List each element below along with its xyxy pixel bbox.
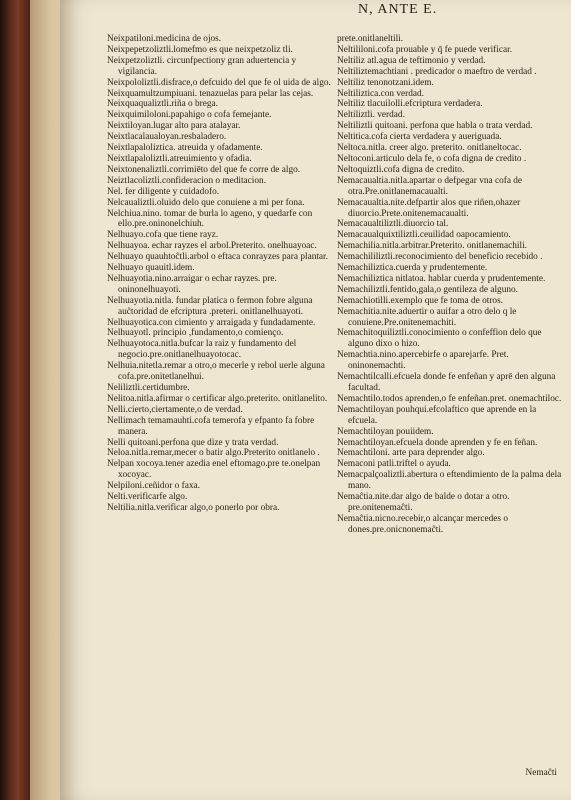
dictionary-entry: Neltiliz tlacuilolli.efcriptura verdadera. — [337, 99, 483, 110]
dictionary-entry: Nelli.cierto,ciertamente,o de verdad. — [107, 404, 243, 415]
dictionary-entry: Nelhuayotoca.nitla.bufcar la raiz y fundamento del negocio.pre.onitlanelhuayotocac. — [107, 339, 297, 361]
dictionary-entry: Nemaĉtia.nicno.recebir,o alcançar mercedes o dones.pre.onicnonemaĉti. — [337, 513, 509, 535]
dictionary-entry: Nelti.verificarfe algo. — [107, 492, 188, 503]
dictionary-entry: Neltilia.nitla.verificar algo,o ponerlo por obra. — [107, 502, 280, 513]
dictionary-entry: Nelhuayoa. echar rayzes el arbol.Preterito. onelhuayoac. — [107, 241, 317, 252]
dictionary-entry: Nemacaualquixtiliztli.ceuilidad oapocamiento. — [337, 230, 511, 241]
right-column — [337, 34, 565, 536]
dictionary-entry: Nellimach temamauhti.cofa temerofa y efpanto fa fobre manera. — [107, 415, 315, 437]
dictionary-entry: Neltililoni.cofa prouable y q̄ fe puede verificar. — [337, 44, 513, 55]
dictionary-entry: Nemacaualtia.nitla.apartar o defpegar vna cofa de otra.Pre.onitlanemacaualti. — [337, 175, 523, 197]
dictionary-entry: Nelhuayo quauhtoĉtli.arbol o eftaca conrayzes para plantar. — [107, 252, 328, 263]
dictionary-entry: Neltoconi.articulo dela fe, o cofa digna de credito . — [337, 153, 527, 164]
dictionary-entry: Neltoquiztli.cofa digna de credito. — [337, 164, 465, 175]
dictionary-entry: Nemachilia.nitla.arbitrar.Preterito. onitlanemachili. — [337, 241, 528, 252]
dictionary-entry: Nemacaualtia.nite.defpartir alos que riñen,ohazer diuorcio.Prete.onitenemacaualti. — [337, 197, 521, 219]
dictionary-entry: Nemachtiloyan.efcuela donde aprenden y fe en feñan. — [337, 437, 538, 448]
dictionary-entry: Neltiliz atl.agua de teftimonio y verdad. — [337, 55, 486, 66]
dictionary-entry: Neltitica.cofa cierta verdadera y aueriguada. — [337, 132, 502, 143]
dictionary-entry: Nemachililiztli.reconocimiento del beneficio recebido . — [337, 252, 543, 263]
dictionary-entry: Neixtlacalaualoyan.resbaladero. — [107, 132, 227, 143]
catchword: Nemaĉti — [525, 768, 557, 778]
dictionary-entry: Nelchiua.nino. tomar de burla lo ageno, y quedarfe con ello.pre.oninonelchiuh. — [107, 208, 313, 230]
dictionary-entry: Neixpololiztli.disfrace,o defcuido del que fe ol uida de algo. — [107, 77, 331, 88]
dictionary-entry: Neixtonenaliztli.corrimiēto del que fe corre de algo. — [107, 164, 301, 175]
dictionary-entry: Nemachiliztica.cuerda y prudentemente. — [337, 263, 488, 274]
dictionary-entry: Neliliztli.certidumbre. — [107, 383, 190, 393]
dictionary-entry: prete.onitlaneltili. — [337, 34, 404, 44]
dictionary-entry: Nelhuia.nitetla.remar a otro,o mecerle y rebol uerle alguna cofa.pre.onitetlanelhui. — [107, 361, 325, 383]
dictionary-entry: Nemachtiloyan pouhqui.efcolaftico que aprende en la efcuela. — [337, 404, 537, 426]
dictionary-entry: Neixquimiloloni.papahigo o cofa femejante. — [107, 110, 272, 121]
dictionary-entry: Nelpiloni.ceñidor o faxa. — [107, 481, 200, 492]
dictionary-entry: Nemachtilo.todos aprenden,o fe enfeñan.pret. onemachtiloc. — [337, 393, 562, 404]
dictionary-entry: Nemachitoquiliztli.conocimiento o confeffion delo que alguno dixo o hizo. — [337, 328, 542, 350]
dictionary-entry: Neixquamultzumpiuani. tenazuelas para pelar las cejas. — [107, 88, 314, 99]
dictionary-entry: Neltiliztli quitoani. perfona que habla o trata verdad. — [337, 121, 533, 132]
dictionary-entry: Neltiliztica.con verdad. — [337, 88, 424, 99]
dictionary-entry: Nemachtiloyan pouiidem. — [337, 426, 434, 437]
dictionary-entry: Nemaconi patli.triftel o ayuda. — [337, 459, 451, 470]
dictionary-entry: Nelhuayotica.con cimiento y arraigada y fundadamente. — [107, 317, 316, 328]
dictionary-entry: Nemachtiloni. arte para deprender algo. — [337, 448, 485, 459]
dictionary-entry: Nelhuayo quauitl.idem. — [107, 263, 195, 274]
dictionary-entry: Neltiliz tenonotzani.idem. — [337, 77, 434, 88]
dictionary-entry: Neltiliztli. verdad. — [337, 110, 405, 121]
dictionary-entry: Nelhuayotl. principio ,fundamento,o comienço. — [107, 328, 284, 339]
dictionary-entry: Nelcaualiztli.oluido delo que conuiene a mi per fona. — [107, 197, 305, 208]
running-header — [60, 2, 571, 18]
dictionary-entry: Neixtiloyan.lugar alto para atalayar. — [107, 121, 241, 132]
dictionary-entry: Nemachiliztica nitlatoa. hablar cuerda y prudentemente. — [337, 273, 546, 284]
dictionary-entry: Nelhuayotia.nino.arraigar o echar rayzes. pre. oninonelhuayoti. — [107, 273, 277, 295]
book-binding — [0, 0, 30, 800]
dictionary-entry: Neixpatiloni.medicina de ojos. — [107, 34, 222, 44]
dictionary-entry: Neixpetzoliztli. circunfpectiony gran aduertencia y vigilancia. — [107, 55, 297, 77]
dictionary-entry: Nemacpalçoaliztli.abertura o eftendimiento de la palma dela mano. — [337, 470, 562, 492]
dictionary-entry: Neltiliztemachtiani . predicador o maeftro de verdad . — [337, 66, 537, 77]
dictionary-entry: Nemachitia.nite.aduertir o auifar a otro delo q le conuiene.Pre.onitenemachiti. — [337, 306, 517, 328]
dictionary-entry: Neiztlacoliztli.confideracion o meditacion. — [107, 175, 267, 186]
dictionary-entry: Neloa.nitla.remar,mecer o batir algo.Preterito onitlanelo . — [107, 448, 320, 459]
dictionary-entry: Nel. fer diligente y cuidadofo. — [107, 186, 220, 197]
dictionary-entry: Nemacaualtiliztli.diuorcio tal. — [337, 219, 449, 230]
dictionary-entry: Nelitoa.nitla.afirmar o certificar algo.preterito. onitlanelito. — [107, 393, 328, 404]
left-column — [107, 34, 335, 514]
dictionary-entry: Nemaĉtia.nite.dar algo de balde o dotar a otro. pre.onitenemaĉti. — [337, 492, 510, 513]
dictionary-entry: Neltoca.nitla. creer algo. preterito. onitlaneltocac. — [337, 143, 522, 154]
dictionary-entry: Nelhuayotia.nitla. fundar platica o fermon fobre alguna auĉtoridad de efcriptura .preteri. onitlanelhuayoti. — [107, 295, 313, 317]
header-text: N, ANTE E. — [358, 2, 438, 17]
dictionary-entry: Neixpepetzoliztli.lomefmo es que neixpetzoliz tli. — [107, 44, 293, 55]
dictionary-entry: Nemachtilcalli.efcuela donde fe enfeñan y aprē den alguna facultad. — [337, 372, 556, 393]
dictionary-entry: Neixtlapaloliztli.atreuimiento y ofadia. — [107, 153, 252, 164]
dictionary-entry: Nelhuayo.cofa que tiene rayz. — [107, 230, 219, 241]
dictionary-entry: Nemachiotilli.exemplo que fe toma de otros. — [337, 295, 504, 306]
dictionary-entry: Nelli quitoani.perfona que dize y trata verdad. — [107, 437, 279, 448]
dictionary-entry: Neixquaqualiztli.riña o brega. — [107, 99, 219, 110]
dictionary-entry: Nelpan xocoya.tener azedia enel eftomago.pre te.onelpan xocoyac. — [107, 459, 321, 481]
dictionary-entry: Neixtlapaloliztica. atreuida y ofadamente. — [107, 143, 263, 154]
dictionary-entry: Nemachtia.nino.apercebirfe o aparejarfe. Pret. oninonemachti. — [337, 350, 509, 372]
dictionary-entry: Nemachiliztli.fentido,gala,o gentileza de alguno. — [337, 284, 518, 295]
